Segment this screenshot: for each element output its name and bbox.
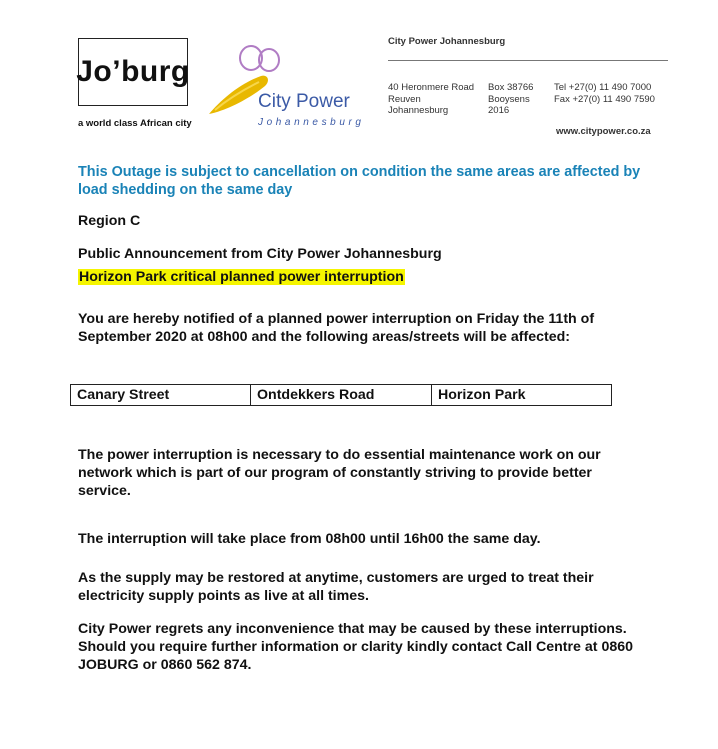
address-line: Reuven: [388, 93, 421, 105]
postal-address: [488, 82, 533, 117]
intro-paragraph: You are hereby notified of a planned power interruption on Friday the 11th of September 2020 at 08h00 and the following areas/streets will be affected:: [78, 311, 595, 345]
reason-paragraph: The power interruption is necessary to do essential maintenance work on our network which is part of our program of constantly striving to provide better service.: [78, 447, 601, 499]
region-label: Region C: [78, 213, 141, 229]
company-name: City Power Johannesburg: [388, 36, 506, 47]
box-line: Box 38766: [488, 82, 534, 93]
brand-name: City Power: [258, 91, 350, 112]
joburg-tagline: a world class African city: [78, 118, 192, 129]
headline-text: Horizon Park critical planned power interruption: [79, 269, 404, 285]
contact-numbers: [554, 82, 655, 105]
website-link[interactable]: www.citypower.co.za: [556, 126, 651, 137]
safety-paragraph: As the supply may be restored at anytime, customers are urged to treat their electricity supply points as live at all times.: [78, 570, 594, 604]
brand-subtitle: Johannesburg: [258, 117, 365, 128]
contact-paragraph: City Power regrets any inconvenience that may be caused by these interruptions. Should you require further information or clarity kindly contact Call Centre at 0860 JOBURG or 0860 562 874.: [78, 621, 634, 673]
address-line: 40 Heronmere Road: [388, 82, 475, 93]
joburg-logo-text: Jo’burg: [76, 55, 190, 88]
street-cell: Canary Street: [71, 385, 251, 405]
cancellation-notice: This Outage is subject to cancellation on condition the same areas are affected by load shedding on the same day: [78, 164, 641, 198]
street-cell: Ontdekkers Road: [251, 385, 432, 405]
phone-number: Tel +27(0) 11 490 7000: [554, 82, 652, 93]
street-address: [388, 82, 474, 117]
box-line: 2016: [488, 105, 510, 116]
announcement-heading: Public Announcement from City Power Johannesburg: [78, 246, 442, 262]
affected-streets-table: [70, 384, 612, 406]
headline: [78, 268, 658, 286]
fax-number: Fax +27(0) 11 490 7590: [554, 93, 655, 105]
box-line: Booysens: [488, 93, 530, 105]
street-cell: Horizon Park: [438, 387, 526, 403]
timing-paragraph: The interruption will take place from 08h00 until 16h00 the same day.: [78, 531, 541, 547]
address-line: Johannesburg: [388, 105, 449, 116]
joburg-logo: [78, 38, 188, 106]
header-divider: [388, 60, 668, 61]
